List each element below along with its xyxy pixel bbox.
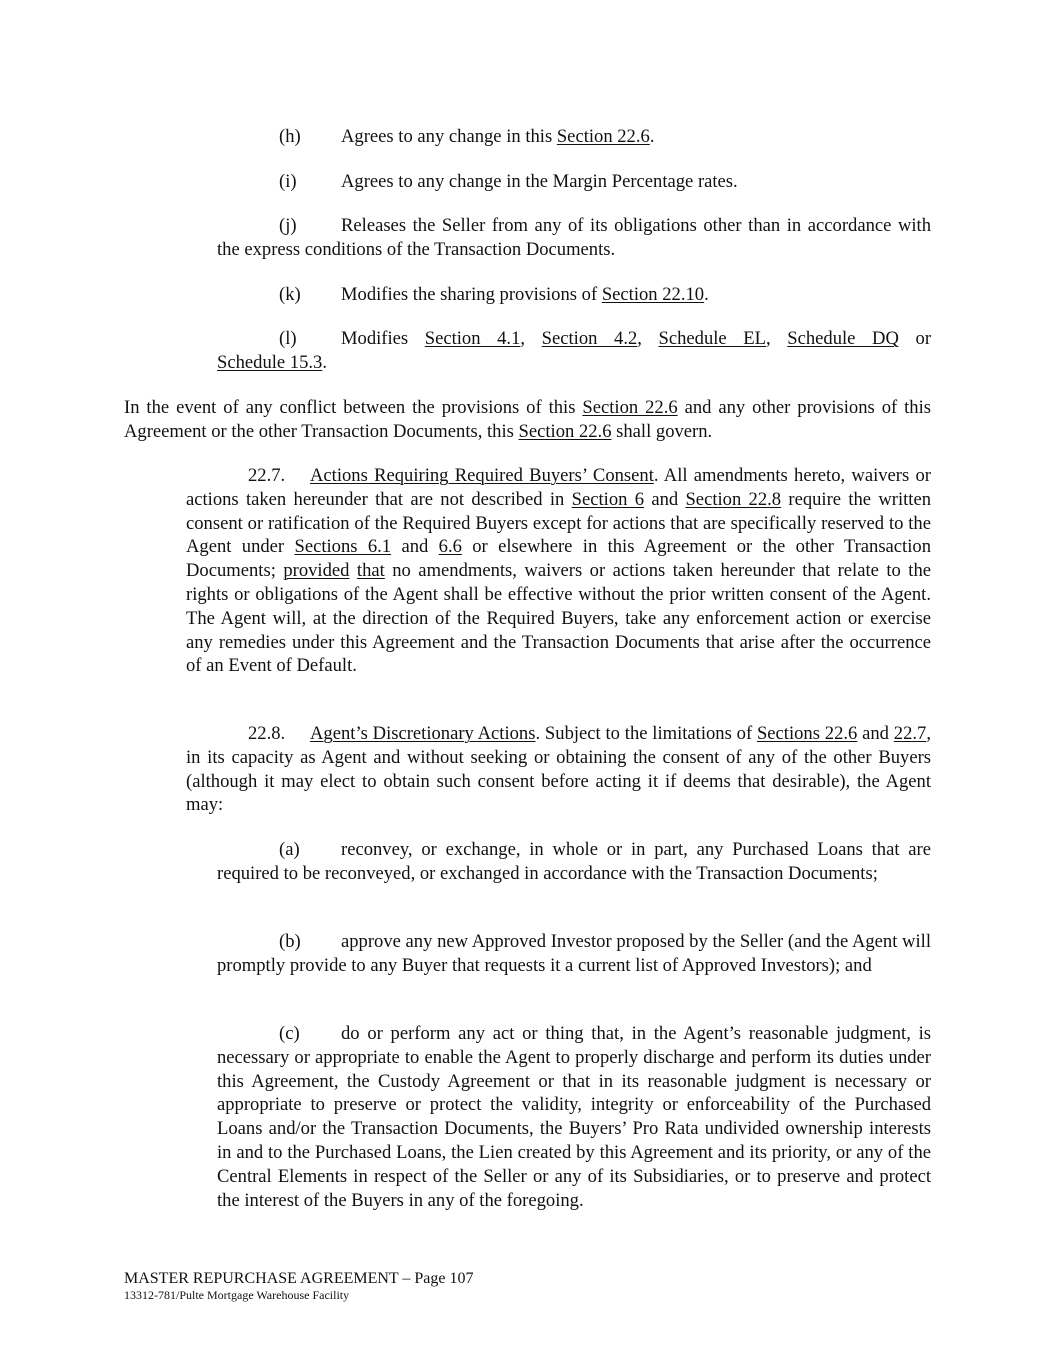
section-link[interactable]: Section 22.10: [601, 284, 705, 305]
section-link[interactable]: Section 22.8: [685, 488, 782, 510]
list-label: (i): [279, 171, 297, 192]
schedule-link[interactable]: Schedule 15.3: [217, 351, 323, 373]
schedule-link[interactable]: Schedule EL: [658, 328, 767, 349]
footer-title: MASTER REPURCHASE AGREEMENT – Page 107: [124, 1270, 474, 1287]
section-link[interactable]: Section 22.6: [556, 126, 650, 147]
section-heading: Agent’s Discretionary Actions: [310, 723, 536, 744]
section-number: 22.8.: [248, 723, 286, 744]
emphasis-provided: provided: [283, 560, 350, 582]
section-link[interactable]: Sections 6.1: [294, 536, 392, 558]
list-item-c: (c) do or perform any act or thing that, in the Agent’s reasonable judgment, is necessary or appropriate to enable the Agent to properly discharge and perform its duties under this Agreement, the Custody Agreement or that in its reasonable judgment is necessary or appropriate to preserve or protect the validity, integrity or enforceability of the Purchased Loans and/or the Transaction Documents, the Buyers’ Pro Rata undivided ownership interests in and to the Purchased Loans, the Lien created by this Agreement and its priority, or any of the Central Elements in respect of the Seller or any of its Subsidiaries, or to preserve and protect the interest of the Buyers in any of the foregoing.: [217, 1023, 931, 1211]
list-item-k: (k) Modifies the sharing provisions of Section 22.10.: [279, 284, 709, 305]
list-label: (a): [279, 839, 300, 860]
list-item-h: (h) Agrees to any change in this Section 22.6.: [279, 126, 655, 147]
schedule-link[interactable]: Schedule DQ: [787, 328, 899, 349]
section-link[interactable]: 6.6: [438, 536, 462, 558]
list-label: (l): [279, 328, 297, 349]
section-link[interactable]: Section 6: [571, 488, 645, 510]
list-item-j: (j) Releases the Seller from any of its obligations other than in accordance with the express conditions of the Transaction Documents.: [217, 215, 931, 260]
section-link[interactable]: Section 22.6: [518, 420, 612, 442]
list-label: (j): [279, 215, 297, 236]
section-link[interactable]: 22.7: [893, 723, 927, 744]
list-label: (c): [279, 1023, 300, 1044]
list-label: (h): [279, 126, 301, 147]
footer-subtitle: 13312-781/Pulte Mortgage Warehouse Facility: [124, 1288, 350, 1302]
list-item-a: (a) reconvey, or exchange, in whole or in part, any Purchased Loans that are required to be reconveyed, or exchanged in accordance with the Transaction Documents;: [217, 839, 931, 884]
section-link[interactable]: Section 4.1: [424, 328, 521, 349]
section-22-8: 22.8. Agent’s Discretionary Actions. Subject to the limitations of Sections 22.6 and 22.7, in its capacity as Agent and without seeking or obtaining the consent of any of the other Buyers (although it may elect to obtain such consent before acting it if deems that desirable), the Agent may:: [186, 723, 931, 816]
conflict-paragraph: In the event of any conflict between the provisions of this Section 22.6 and any other provisions of this Agreement or the other Transaction Documents, this Section 22.6 shall govern.: [124, 397, 931, 442]
section-link[interactable]: Sections 22.6: [756, 723, 858, 744]
list-label: (b): [279, 931, 301, 952]
emphasis-that: that: [356, 560, 385, 582]
list-label: (k): [279, 284, 301, 305]
list-item-i: (i) Agrees to any change in the Margin Percentage rates.: [279, 171, 738, 192]
section-heading: Actions Requiring Required Buyers’ Consent: [310, 465, 654, 486]
section-22-7: 22.7. Actions Requiring Required Buyers’ Consent. All amendments hereto, waivers or actions taken hereunder that are not described in Section 6 and Section 22.8 require the written consent or ratification of the Required Buyers except for actions that are specifically reserved to the Agent under Sections 6.1 and 6.6 or elsewhere in this Agreement or the other Transaction Documents; provided that no amendments, waivers or actions taken hereunder that relate to the rights or obligations of the Agent shall be effective without the prior written consent of the Agent. The Agent will, at the direction of the Required Buyers, take any enforcement action or exercise any remedies under this Agreement and the Transaction Documents that arise after the occurrence of an Event of Default.: [186, 465, 931, 677]
section-link[interactable]: Section 22.6: [582, 397, 678, 418]
section-number: 22.7.: [248, 465, 286, 486]
list-item-l: (l) Modifies Section 4.1, Section 4.2, Schedule EL, Schedule DQ or Schedule 15.3.: [217, 328, 932, 373]
list-item-b: (b) approve any new Approved Investor proposed by the Seller (and the Agent will promptly provide to any Buyer that requests it a current list of Approved Investors); and: [217, 931, 931, 976]
section-link[interactable]: Section 4.2: [541, 328, 638, 349]
